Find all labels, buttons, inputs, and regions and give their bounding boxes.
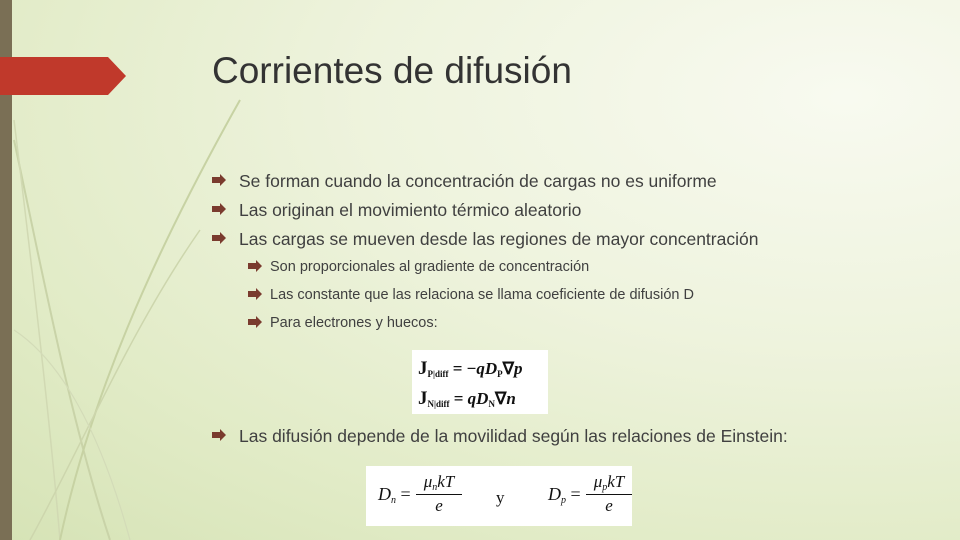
bullet-item [212, 228, 932, 257]
bullet-list [212, 170, 932, 341]
formula-line-holes: $J_{P|diff} = -qD_P\nabla p$ [418, 358, 523, 379]
arrow-right-icon [212, 174, 226, 186]
sub-bullet-item [212, 257, 932, 285]
conjunction-y: y [496, 488, 505, 507]
bullet-item [212, 199, 932, 228]
arrow-right-icon [248, 288, 262, 300]
arrow-right-icon [212, 203, 226, 215]
arrow-right-icon [212, 429, 226, 441]
sub-bullet-text: Las constante que las relaciona se llama coeficiente de difusión D [270, 287, 694, 303]
formula-line-electrons: $J_{N|diff} = qD_N\nabla n$ [418, 388, 516, 409]
lhs-dn: Dn = [378, 484, 411, 506]
sub-bullet-item [212, 313, 932, 341]
diffusion-current-formula [412, 350, 548, 414]
bullet-text: Las cargas se mueven desde las regiones de mayor concentración [239, 229, 759, 249]
bullet-item [212, 170, 932, 199]
sub-bullet-item [212, 285, 932, 313]
sub-bullet-text: Para electrones y huecos: [270, 315, 438, 331]
einstein-relations-formula [366, 466, 632, 526]
bullet-text: Las difusión depende de la movilidad según las relaciones de Einstein: [239, 426, 788, 446]
bullet-list-einstein [212, 425, 932, 454]
bullet-text: Se forman cuando la concentración de cargas no es uniforme [239, 171, 717, 191]
arrow-right-icon [212, 232, 226, 244]
slide-title: Corrientes de difusión [212, 50, 572, 91]
arrow-right-icon [248, 316, 262, 328]
arrow-right-icon [248, 260, 262, 272]
fraction-n: μnkT e [416, 472, 462, 516]
lhs-dp: Dp = [548, 484, 581, 506]
fraction-p: μpkT e [586, 472, 632, 516]
bullet-item [212, 425, 932, 454]
title-accent-arrow [0, 57, 126, 95]
sub-bullet-text: Son proporcionales al gradiente de concentración [270, 259, 590, 275]
bullet-text: Las originan el movimiento térmico aleatorio [239, 200, 582, 220]
